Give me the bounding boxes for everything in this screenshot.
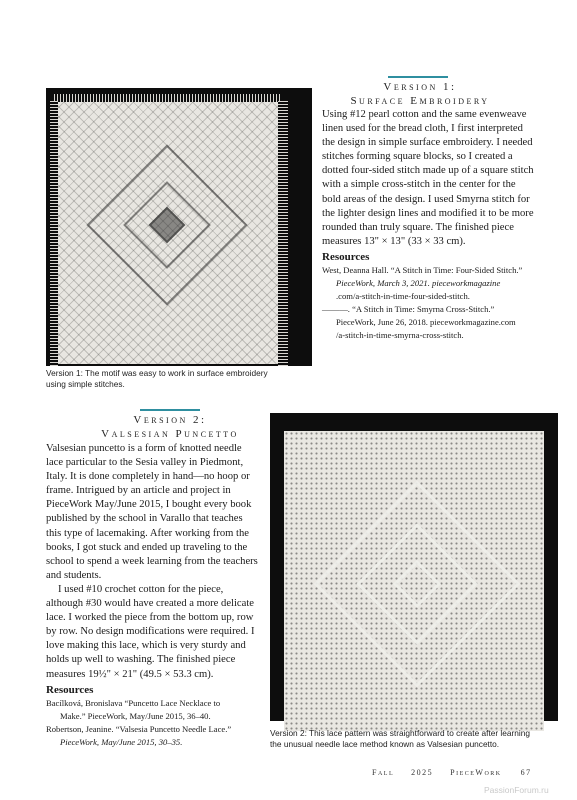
version1-title: Surface Embroidery — [350, 95, 490, 107]
version1-ref2-line1: ———. “A Stitch in Time: Smyrna Cross-Stitch.” — [322, 304, 495, 315]
version1-ref2-line2: PieceWork, June 26, 2018. pieceworkmagazine.com — [336, 317, 516, 328]
version2-rule — [140, 409, 200, 411]
version2-title: Valsesian Puncetto — [101, 428, 239, 440]
version2-text — [46, 442, 260, 749]
version2-label: Version 2: — [133, 414, 207, 426]
version1-resources-heading: Resources — [322, 250, 370, 263]
version1-ref1-line3: .com/a-stitch-in-time-four-sided-stitch. — [336, 291, 470, 302]
version1-photo — [46, 88, 312, 366]
version2-ref2-line2: PieceWork, May/June 2015, 30–35. — [60, 736, 183, 747]
fringe-left — [50, 100, 58, 366]
fringe-top — [54, 94, 282, 102]
fringe-right — [278, 100, 288, 366]
version2-para1: Valsesian puncetto is a form of knotted needle lace particular to the Sesia valley in Piedmont, Italy. It is done completely in hand—no hoop or frame. Intrigued by an article and project in PieceWork May/June 2015, I bought every book published by the school in Varallo that teaches this type of lacemaking. After working from the books, I got stuck and ended up traveling to the school to spend a week learning from the teachers and students. — [46, 443, 258, 581]
version2-references — [46, 697, 260, 749]
version2-ref1-line1: Bacílková, Bronislava “Puncetto Lace Necklace to — [46, 697, 221, 708]
footer-magazine: PieceWork — [450, 768, 502, 777]
footer-year: 2025 — [411, 768, 434, 777]
version2-ref1-line2: Make.” PieceWork, May/June 2015, 36–40. — [60, 710, 211, 721]
watermark: PassionForum.ru — [484, 785, 549, 795]
version1-ref2-line3: /a-stitch-in-time-smyrna-cross-stitch. — [336, 330, 464, 341]
version1-label: Version 1: — [383, 81, 457, 93]
footer-season: Fall — [372, 768, 395, 777]
version1-text — [322, 108, 534, 342]
version2-para2: I used #10 crochet cotton for the piece, although #30 would have created a more delicate lace. I worked the piece from the bottom up, row by row. No design modifications were required. I love making this lace, which is very sturdy and holds up well to washing. The finished piece measures 19½" × 21" (49.5 × 53.3 cm). — [46, 583, 255, 680]
version2-resources-heading: Resources — [46, 683, 94, 696]
page-footer — [372, 768, 542, 777]
version2-photo — [270, 413, 558, 721]
version1-references — [322, 264, 534, 342]
version1-body: Using #12 pearl cotton and the same evenweave linen used for the bread cloth, I first interpreted the design in simple surface embroidery. I needed stitches forming square blocks, so I created a dotted four-sided stitch made up of a square stitch with a simple cross-stitch in the center for the bold areas of the design. I used Smyrna stitch for the lighter design lines and modified it to be more rounded than truly square. The finished piece measures 13" × 13" (33 × 33 cm). — [322, 109, 534, 247]
footer-page-number: 67 — [520, 768, 532, 777]
version1-caption: Version 1: The motif was easy to work in surface embroidery using simple stitches. — [46, 368, 268, 389]
version1-rule — [388, 76, 448, 78]
version2-ref2-line1: Robertson, Jeanine. “Valsesia Puncetto Needle Lace.” — [46, 723, 232, 734]
version1-ref1-line1: West, Deanna Hall. “A Stitch in Time: Four-Sided Stitch.” — [322, 265, 523, 276]
version1-ref1-line2: PieceWork, March 3, 2021. pieceworkmagazine — [336, 278, 501, 289]
version2-caption: Version 2: This lace pattern was straightforward to create after learning the unusual needle lace method known as Valsesian puncetto. — [270, 728, 530, 749]
